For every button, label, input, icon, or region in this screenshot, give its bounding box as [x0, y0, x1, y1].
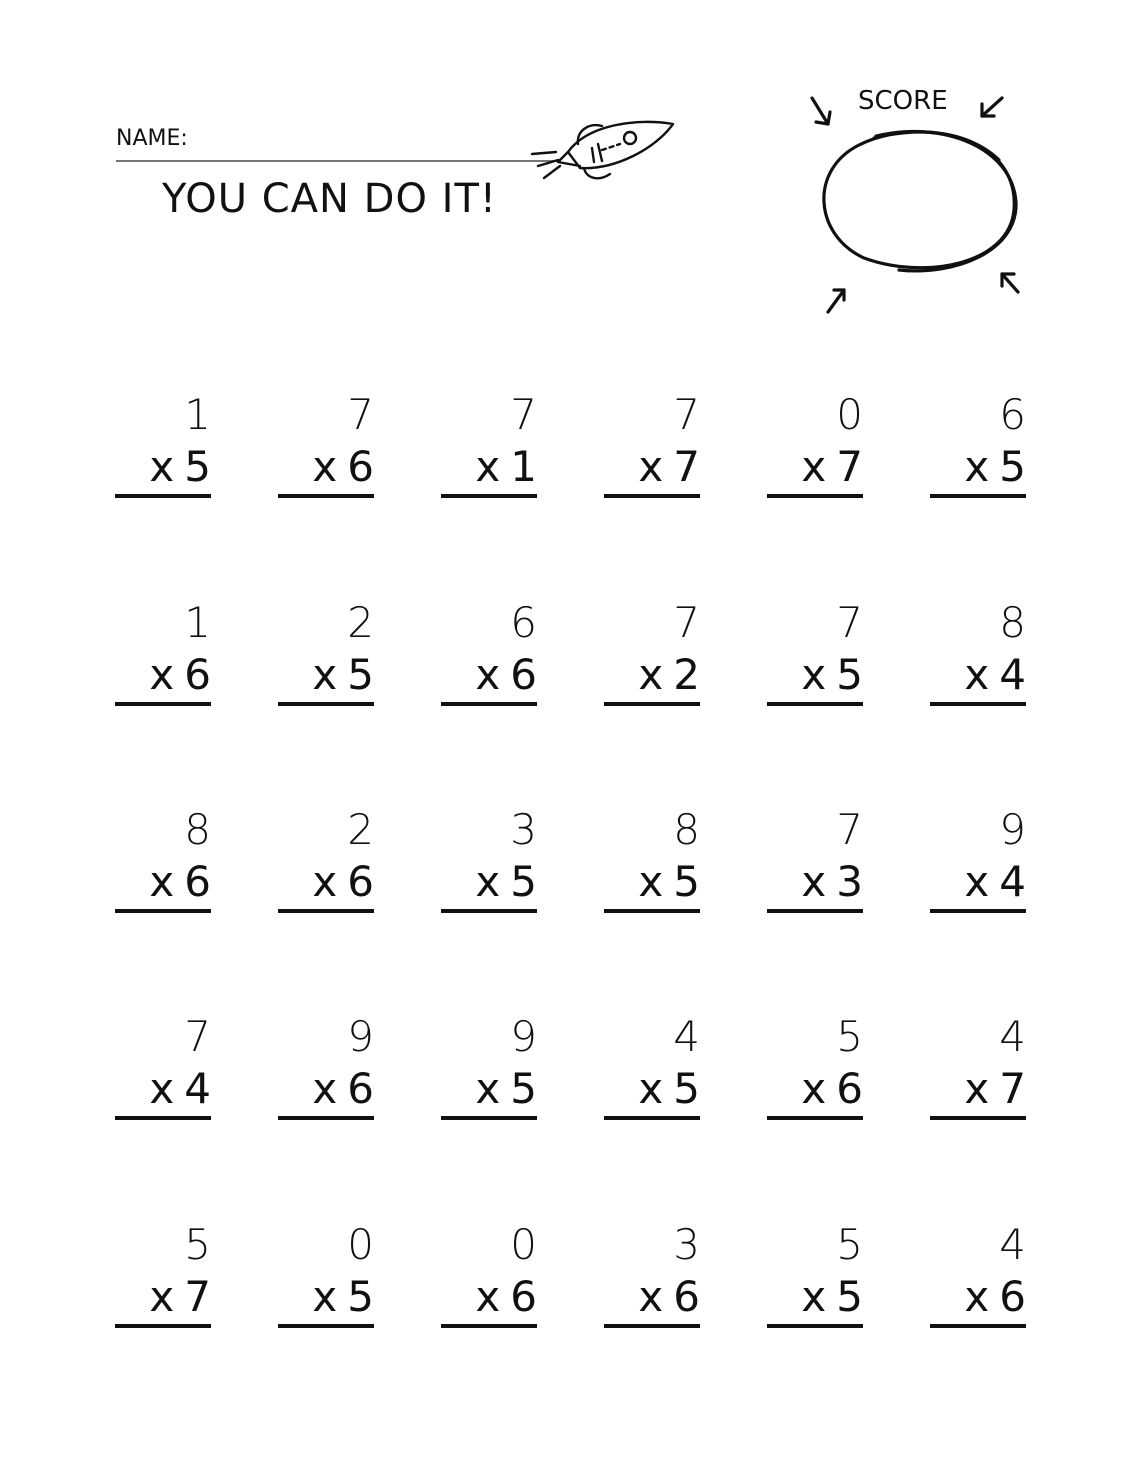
multiplier-row — [312, 652, 374, 698]
multiplier: 7 — [836, 442, 863, 491]
multiplier-row — [801, 1274, 863, 1320]
multiplier-row — [801, 444, 863, 490]
multiplicand: 2 — [347, 805, 374, 854]
problem-26 — [278, 1222, 374, 1332]
multiplicand: 1 — [184, 598, 211, 647]
multiply-sign: x — [964, 857, 990, 906]
multiplier: 5 — [673, 1064, 700, 1113]
multiplier-row — [801, 652, 863, 698]
answer-line[interactable] — [930, 909, 1026, 913]
multiply-sign: x — [149, 650, 175, 699]
multiplier-row — [964, 652, 1026, 698]
multiplier-row — [475, 444, 537, 490]
answer-line[interactable] — [115, 702, 211, 706]
slogan-heading: YOU CAN DO IT! — [162, 176, 497, 222]
multiplicand: 8 — [999, 598, 1026, 647]
problem-22 — [604, 1014, 700, 1124]
multiplier: 4 — [999, 857, 1026, 906]
answer-line[interactable] — [604, 1324, 700, 1328]
multiplicand: 4 — [999, 1012, 1026, 1061]
answer-line[interactable] — [441, 1116, 537, 1120]
multiplier: 5 — [347, 650, 374, 699]
multiplier-row — [638, 1066, 700, 1112]
multiplier-row — [638, 1274, 700, 1320]
answer-line[interactable] — [930, 1324, 1026, 1328]
problem-21 — [441, 1014, 537, 1124]
multiplier-row — [964, 444, 1026, 490]
problem-2 — [278, 392, 374, 502]
multiplier-row — [964, 859, 1026, 905]
multiply-sign: x — [964, 1272, 990, 1321]
multiplicand: 7 — [510, 390, 537, 439]
multiplicand: 8 — [673, 805, 700, 854]
answer-line[interactable] — [604, 702, 700, 706]
multiplier: 5 — [347, 1272, 374, 1321]
problem-6 — [930, 392, 1026, 502]
problem-24 — [930, 1014, 1026, 1124]
multiply-sign: x — [638, 1272, 664, 1321]
multiplier: 4 — [184, 1064, 211, 1113]
multiplier: 6 — [673, 1272, 700, 1321]
problem-20 — [278, 1014, 374, 1124]
multiplicand: 5 — [184, 1220, 211, 1269]
problem-14 — [278, 807, 374, 917]
multiplicand: 2 — [347, 598, 374, 647]
multiply-sign: x — [801, 1272, 827, 1321]
multiplier-row — [312, 444, 374, 490]
multiplier-row — [638, 444, 700, 490]
multiplicand: 9 — [510, 1012, 537, 1061]
multiplicand: 4 — [673, 1012, 700, 1061]
problem-13 — [115, 807, 211, 917]
multiplier-row — [149, 444, 211, 490]
multiply-sign: x — [638, 1064, 664, 1113]
multiplier-row — [638, 859, 700, 905]
problem-7 — [115, 600, 211, 710]
multiplier: 6 — [510, 650, 537, 699]
multiplier: 5 — [836, 650, 863, 699]
multiply-sign: x — [312, 442, 338, 491]
multiplier-row — [475, 1274, 537, 1320]
multiplier: 5 — [673, 857, 700, 906]
multiplier-row — [964, 1274, 1026, 1320]
multiplicand: 4 — [999, 1220, 1026, 1269]
multiplicand: 7 — [184, 1012, 211, 1061]
multiplicand: 7 — [836, 805, 863, 854]
multiplicand: 5 — [836, 1012, 863, 1061]
multiplier-row — [312, 859, 374, 905]
multiplier: 6 — [184, 650, 211, 699]
problem-29 — [767, 1222, 863, 1332]
multiplicand: 6 — [510, 598, 537, 647]
answer-line[interactable] — [278, 494, 374, 498]
problem-11 — [767, 600, 863, 710]
multiplicand: 0 — [836, 390, 863, 439]
multiplier-row — [312, 1066, 374, 1112]
multiply-sign: x — [801, 857, 827, 906]
multiply-sign: x — [149, 442, 175, 491]
multiplicand: 9 — [999, 805, 1026, 854]
multiplicand: 0 — [510, 1220, 537, 1269]
answer-line[interactable] — [604, 909, 700, 913]
multiplier: 6 — [347, 1064, 374, 1113]
answer-line[interactable] — [115, 1324, 211, 1328]
multiply-sign: x — [964, 1064, 990, 1113]
answer-line[interactable] — [115, 1116, 211, 1120]
multiplier: 5 — [184, 442, 211, 491]
multiplier-row — [475, 1066, 537, 1112]
problem-30 — [930, 1222, 1026, 1332]
multiply-sign: x — [475, 650, 501, 699]
score-label: SCORE — [858, 86, 948, 116]
answer-line[interactable] — [767, 909, 863, 913]
answer-line[interactable] — [767, 1116, 863, 1120]
multiplicand: 7 — [836, 598, 863, 647]
answer-line[interactable] — [115, 494, 211, 498]
problem-3 — [441, 392, 537, 502]
multiplier: 5 — [836, 1272, 863, 1321]
multiply-sign: x — [475, 442, 501, 491]
multiplier: 7 — [999, 1064, 1026, 1113]
multiplier: 6 — [184, 857, 211, 906]
multiplier: 7 — [673, 442, 700, 491]
problem-19 — [115, 1014, 211, 1124]
problem-1 — [115, 392, 211, 502]
multiplier: 6 — [347, 442, 374, 491]
multiplicand: 7 — [673, 390, 700, 439]
multiplier-row — [475, 652, 537, 698]
multiplier-row — [801, 1066, 863, 1112]
multiply-sign: x — [801, 442, 827, 491]
multiplier: 5 — [510, 1064, 537, 1113]
multiplier: 7 — [184, 1272, 211, 1321]
multiply-sign: x — [638, 650, 664, 699]
multiply-sign: x — [312, 857, 338, 906]
multiplier: 6 — [347, 857, 374, 906]
answer-line[interactable] — [441, 494, 537, 498]
multiply-sign: x — [964, 442, 990, 491]
multiply-sign: x — [149, 1064, 175, 1113]
problem-27 — [441, 1222, 537, 1332]
answer-line[interactable] — [604, 494, 700, 498]
problem-5 — [767, 392, 863, 502]
problem-18 — [930, 807, 1026, 917]
multiplier-row — [312, 1274, 374, 1320]
multiplicand: 3 — [510, 805, 537, 854]
answer-line[interactable] — [278, 1116, 374, 1120]
multiplier-row — [149, 1066, 211, 1112]
multiply-sign: x — [964, 650, 990, 699]
multiplicand: 5 — [836, 1220, 863, 1269]
problem-4 — [604, 392, 700, 502]
multiplier: 6 — [836, 1064, 863, 1113]
answer-line[interactable] — [767, 702, 863, 706]
problem-16 — [604, 807, 700, 917]
problem-8 — [278, 600, 374, 710]
multiply-sign: x — [475, 1272, 501, 1321]
multiplicand: 1 — [184, 390, 211, 439]
answer-line[interactable] — [278, 1324, 374, 1328]
multiplier-row — [801, 859, 863, 905]
multiplier-row — [638, 652, 700, 698]
multiplier: 5 — [999, 442, 1026, 491]
problem-10 — [604, 600, 700, 710]
answer-line[interactable] — [441, 909, 537, 913]
multiplier: 6 — [999, 1272, 1026, 1321]
problem-9 — [441, 600, 537, 710]
name-label: NAME: — [116, 126, 188, 151]
multiplier: 3 — [836, 857, 863, 906]
answer-line[interactable] — [115, 909, 211, 913]
multiplier-row — [475, 859, 537, 905]
answer-line[interactable] — [441, 702, 537, 706]
multiplicand: 0 — [347, 1220, 374, 1269]
multiply-sign: x — [312, 650, 338, 699]
multiplicand: 6 — [999, 390, 1026, 439]
multiply-sign: x — [801, 1064, 827, 1113]
multiplicand: 7 — [673, 598, 700, 647]
multiplier-row — [964, 1066, 1026, 1112]
multiply-sign: x — [475, 857, 501, 906]
answer-line[interactable] — [441, 1324, 537, 1328]
multiply-sign: x — [312, 1064, 338, 1113]
multiplier-row — [149, 652, 211, 698]
multiply-sign: x — [638, 857, 664, 906]
problem-12 — [930, 600, 1026, 710]
multiply-sign: x — [801, 650, 827, 699]
problem-23 — [767, 1014, 863, 1124]
answer-line[interactable] — [278, 909, 374, 913]
multiplicand: 9 — [347, 1012, 374, 1061]
multiplier-row — [149, 1274, 211, 1320]
answer-line[interactable] — [930, 1116, 1026, 1120]
multiply-sign: x — [638, 442, 664, 491]
multiplicand: 7 — [347, 390, 374, 439]
answer-line[interactable] — [278, 702, 374, 706]
problem-25 — [115, 1222, 211, 1332]
answer-line[interactable] — [767, 494, 863, 498]
multiplier: 6 — [510, 1272, 537, 1321]
multiply-sign: x — [149, 857, 175, 906]
multiplicand: 8 — [184, 805, 211, 854]
answer-line[interactable] — [930, 702, 1026, 706]
multiplier: 2 — [673, 650, 700, 699]
problem-17 — [767, 807, 863, 917]
multiplier-row — [149, 859, 211, 905]
problem-15 — [441, 807, 537, 917]
multiply-sign: x — [149, 1272, 175, 1321]
multiplier: 4 — [999, 650, 1026, 699]
multiply-sign: x — [475, 1064, 501, 1113]
multiplier: 5 — [510, 857, 537, 906]
multiplicand: 3 — [673, 1220, 700, 1269]
answer-line[interactable] — [604, 1116, 700, 1120]
problem-28 — [604, 1222, 700, 1332]
multiplier: 1 — [510, 442, 537, 491]
answer-line[interactable] — [930, 494, 1026, 498]
multiply-sign: x — [312, 1272, 338, 1321]
answer-line[interactable] — [767, 1324, 863, 1328]
